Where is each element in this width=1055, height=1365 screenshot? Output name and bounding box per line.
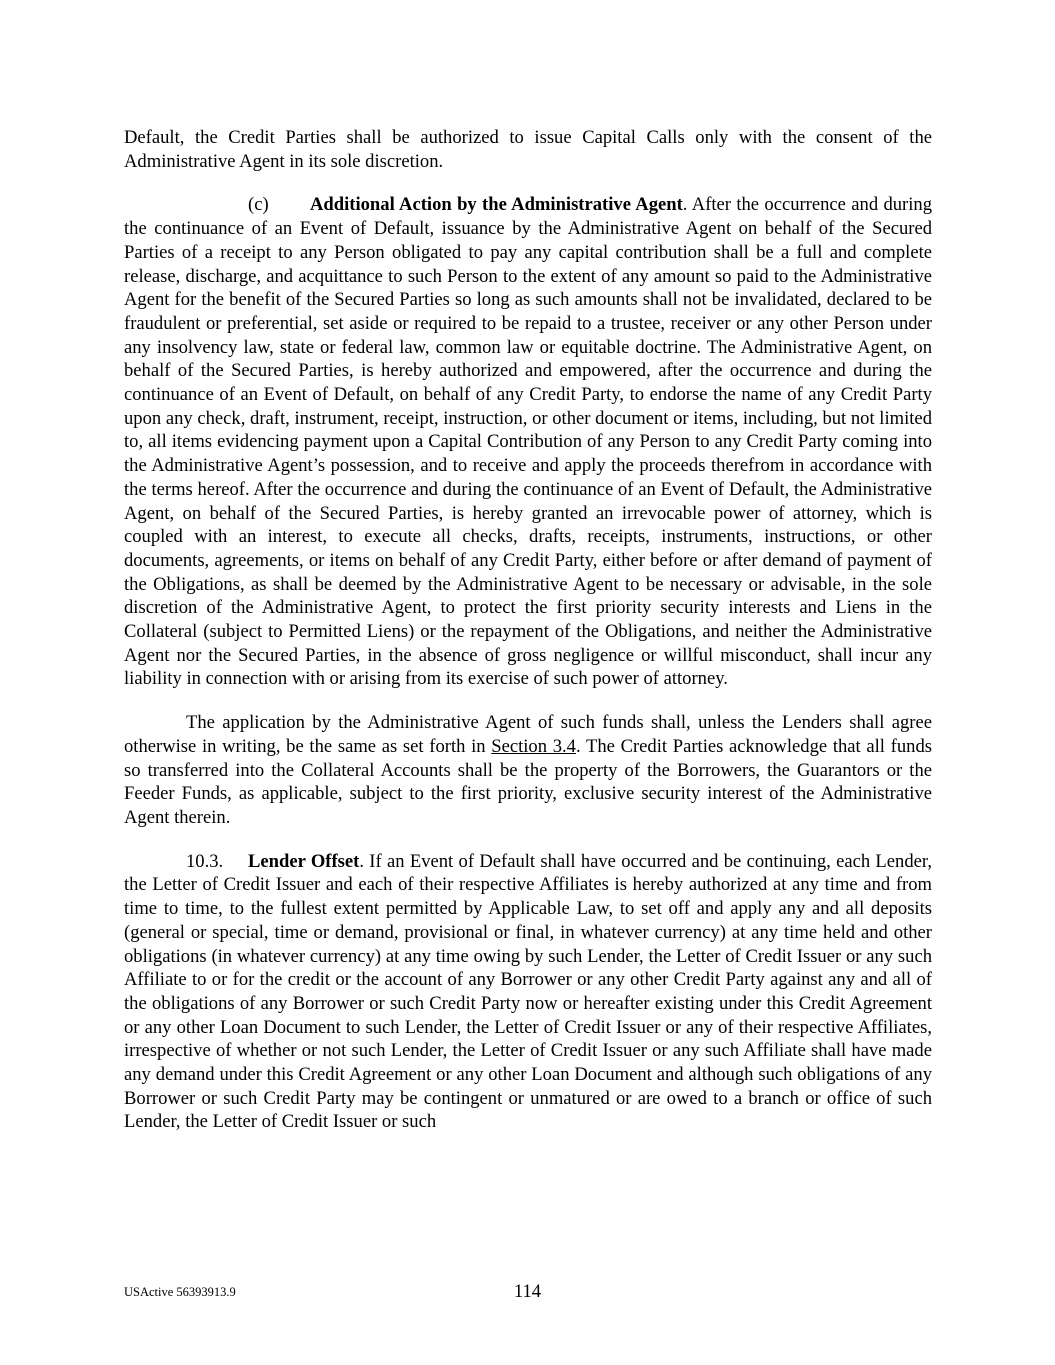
paragraph-text: If an Event of Default shall have occurred and be continuing, each Lender, the Letter of Credit Issuer and each of their respective Affiliates is hereby authorized at any time and from time to time, to the fullest extent permitted by Applicable Law, to set off and apply any and all deposits (general or special, time or demand, provisional or final, in whatever currency) at any time held and other obligations (in whatever currency) at any time owing by such Lender, the Letter of Credit Issuer or any such Affiliate to or for the credit or the account of any Borrower or any other Credit Party against any and all of the obligations of any Borrower or such Credit Party now or hereafter existing under this Credit Agreement or any other Loan Document to such Lender, the Letter of Credit Issuer or any of their respective Affiliates, irrespective of whether or not such Lender, the Letter of Credit Issuer or any such Affiliate shall have made any demand under this Credit Agreement or any other Loan Document and although such obligations of any Borrower or such Credit Party may be contingent or unmatured or are owed to a branch or office of such Lender, the Letter of Credit Issuer or such [124, 850, 932, 1133]
paragraph-text: The application by the Administrative Agent of such funds shall, unless the Lenders shall agree otherwise in writing, be the same as set forth in [124, 712, 932, 757]
paragraph-section-10-3 [124, 850, 932, 1134]
section-reference: Section 3.4 [491, 735, 576, 757]
paragraph-text: . The Credit Parties acknowledge that all funds so transferred into the Collateral Accounts shall be the property of the Borrowers, the Guarantors or the Feeder Funds, as applicable, subject to the first priority, exclusive security interest of the Administrative Agent therein. [124, 735, 932, 828]
heading-punctuation: . [359, 850, 364, 872]
footer-document-id: USActive 56393913.9 [124, 1285, 236, 1299]
paragraph-section-c [124, 193, 932, 691]
paragraph-application-of-funds [124, 711, 932, 830]
paragraph-text: Default, the Credit Parties shall be authorized to issue Capital Calls only with the consent of the Administrative Agent in its sole discretion. [124, 127, 932, 172]
paragraph-text: After the occurrence and during the continuance of an Event of Default, issuance by the Administrative Agent on behalf of the Secured Parties of a receipt to any Person obligated to pay any capital contribution shall be a full and complete release, discharge, and acquittance to such Person to the extent of any amount so paid to the Administrative Agent for the benefit of the Secured Parties so long as such amounts shall not be invalidated, declared to be fraudulent or preferential, set aside or required to be repaid to a trustee, receiver or any other Person under any insolvency law, state or federal law, common law or equitable doctrine. The Administrative Agent, on behalf of the Secured Parties, is hereby authorized and empowered, after the occurrence and during the continuance of an Event of Default, on behalf of any Credit Party, to endorse the name of any Credit Party upon any check, draft, instrument, receipt, instruction, or other document or items, including, but not limited to, all items evidencing payment upon a Capital Contribution of any Person to any Credit Party coming into the Administrative Agent’s possession, and to receive and apply the proceeds therefrom in accordance with the terms hereof. After the occurrence and during the continuance of an Event of Default, the Administrative Agent, on behalf of the Secured Parties, is hereby granted an irrevocable power of attorney, which is coupled with an interest, to execute all checks, drafts, receipts, instruments, instructions, or other documents, agreements, or items on behalf of any Credit Party, either before or after demand of payment of the Obligations, as shall be deemed by the Administrative Agent to be necessary or advisable, in the sole discretion of the Administrative Agent, to protect the first priority security interests and Liens in the Collateral (subject to Permitted Liens) or the repayment of the Obligations, and neither the Administrative Agent nor the Secured Parties, in the absence of gross negligence or willful misconduct, shall incur any liability in connection with or arising from its exercise of such power of attorney. [124, 194, 933, 690]
paragraph-continuation [124, 126, 932, 173]
document-body [124, 126, 932, 1154]
heading-punctuation: . [682, 194, 688, 216]
section-heading: Additional Action by the Administrative Agent [310, 194, 683, 216]
section-number: 10.3. [186, 850, 224, 872]
footer-page-number: 114 [513, 1281, 542, 1302]
section-heading: Lender Offset [248, 850, 360, 872]
section-marker: (c) [248, 194, 269, 216]
